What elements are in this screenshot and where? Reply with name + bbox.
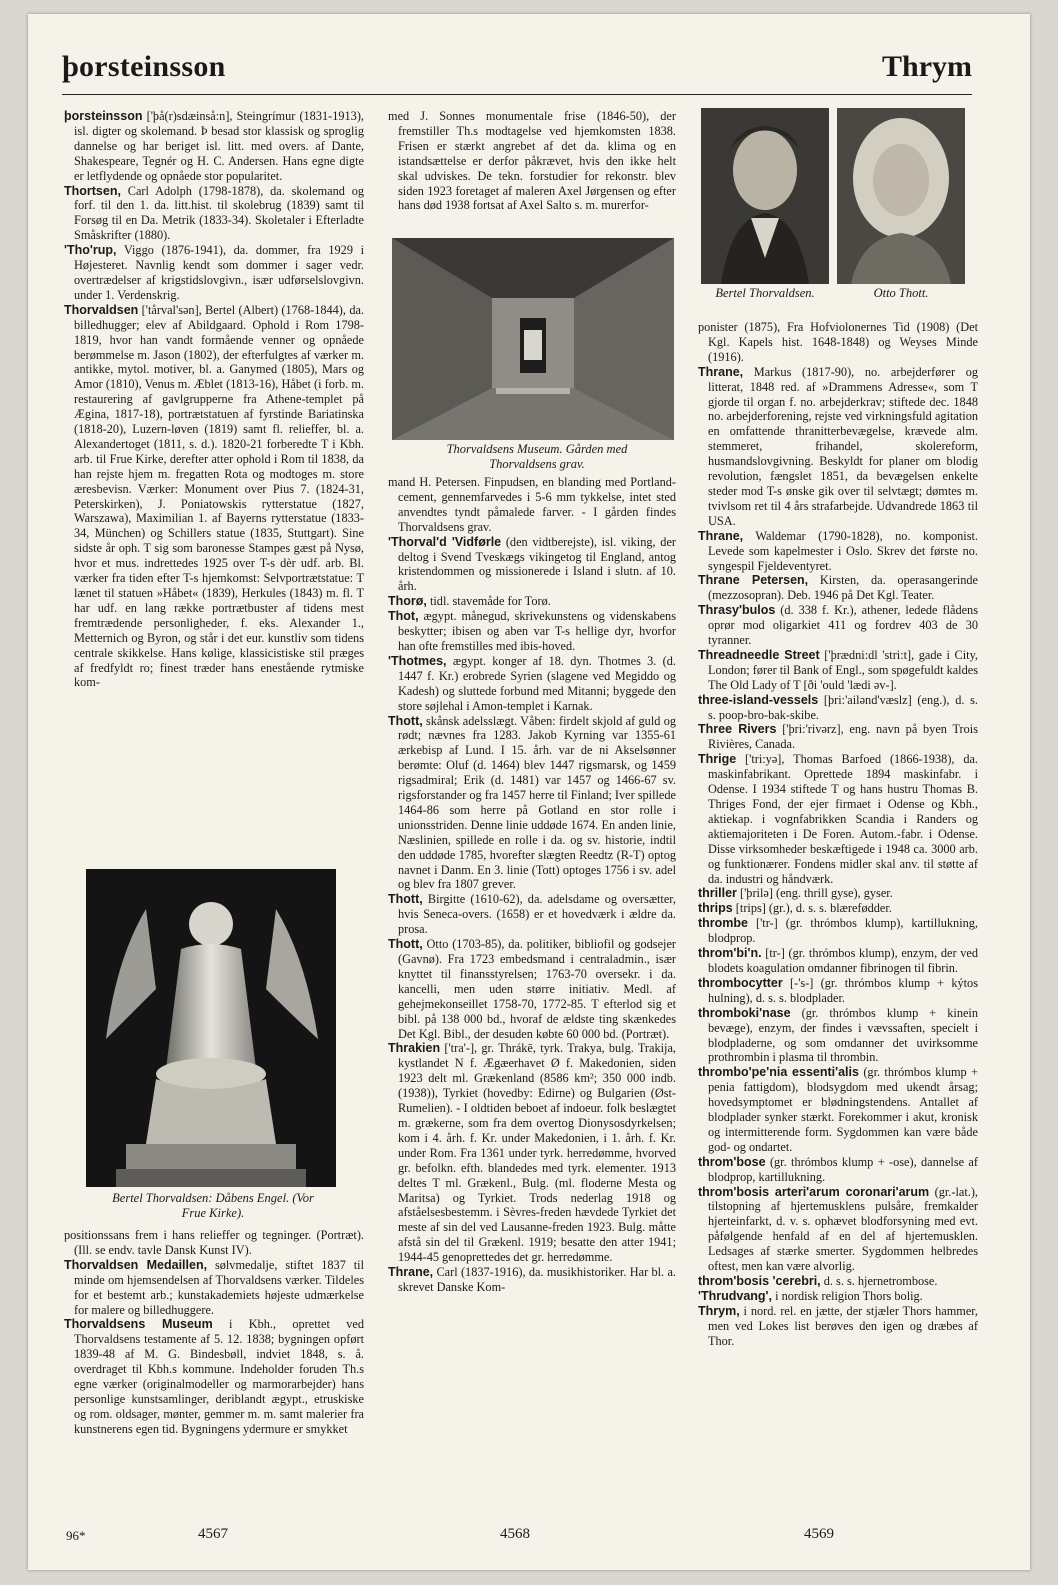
entry-headword: Three Rivers bbox=[698, 722, 777, 737]
dictionary-entry bbox=[388, 1041, 676, 1265]
entry-text: tidl. stavemåde for Torø. bbox=[426, 594, 551, 609]
photo-daabens-engel bbox=[86, 869, 336, 1187]
entry-headword: 'Thrudvang', bbox=[698, 1288, 772, 1303]
entry-text: Carl (1837-1916), da. musikhistoriker. Har bl. a. skrevet Danske Kom- bbox=[398, 1265, 676, 1294]
dictionary-entry bbox=[388, 1265, 676, 1295]
dictionary-page bbox=[28, 14, 1030, 1570]
dictionary-entry bbox=[64, 1228, 364, 1258]
running-head-left: þorsteinsson bbox=[62, 50, 226, 83]
dictionary-entry bbox=[698, 1155, 978, 1185]
dictionary-entry bbox=[388, 109, 676, 213]
dictionary-entry bbox=[698, 573, 978, 603]
entry-text: ['tri:yə], Thomas Barfoed (1866-1938), da. maskinfabrikant. Oprettede 1894 maskinfabr. i Odense. I 1934 stiftede T og hans hustru Thomas B. Thriges Fond, der ejer firmaet i Odense og Kbh., aktiekap. i vognfabrikken Scandia i Randers og aktiemajoriteten i De Foren. Autom.-fabr. i Odense. Disse virksomheder beskæftigede i 1948 ca. 3000 arb. og funktionærer. Fondens midler skal anv. til støtte af da. industri og håndværk. bbox=[708, 752, 978, 886]
dictionary-entry bbox=[64, 243, 364, 303]
dictionary-entry bbox=[64, 184, 364, 244]
entry-headword: thrips bbox=[698, 901, 733, 916]
entry-text: (gr. thrómbos klump + penia fattigdom), blodsygdom med ukendt årsag; hovedsymptomet er blødningstendens. Antallet af blodplader synker stærkt. Forekommer i akut, kronisk og intermitterende form. Sygdommen kan være både god- og ondartet. bbox=[708, 1065, 978, 1154]
dictionary-entry bbox=[698, 603, 978, 648]
running-head-right: Thrym bbox=[882, 50, 972, 83]
column-2 bbox=[388, 475, 676, 1515]
entry-text: ['þrilə] (eng. thrill gyse), gyser. bbox=[736, 886, 893, 901]
dictionary-entry bbox=[64, 1317, 364, 1436]
column-1 bbox=[64, 109, 364, 864]
dictionary-entry bbox=[388, 475, 676, 535]
entry-text: ægypt. konger af 18. dyn. Thotmes 3. (d. 1447 f. Kr.) erobrede Syrien (slagene ved Megiddo og Kadesh) og sluttede forbund med Mitanni; byggede den store søjlehal i Amon-templet i Karnak. bbox=[398, 653, 676, 713]
caption-portrait-thorvaldsen: Bertel Thorvaldsen. bbox=[715, 286, 815, 300]
header-rule bbox=[62, 94, 972, 95]
dictionary-entry bbox=[388, 892, 676, 937]
entry-text: [-'s-] (gr. thrómbos klump + kýtos hulning), d. s. s. blodplader. bbox=[708, 975, 978, 1005]
dictionary-entry bbox=[388, 714, 676, 893]
entry-headword: Thortsen, bbox=[64, 183, 121, 198]
entry-headword: thrombocytter bbox=[698, 975, 783, 990]
portrait-otto-thott bbox=[837, 108, 965, 284]
entry-headword: þorsteinsson bbox=[64, 109, 143, 123]
entry-text: i nordisk religion Thors bolig. bbox=[772, 1288, 923, 1303]
dictionary-entry bbox=[388, 654, 676, 714]
dictionary-entry bbox=[698, 916, 978, 946]
entry-text: Birgitte (1610-62), da. adelsdame og oversætter, hvis Seneca-overs. (1658) er et hovedværk i ældre da. prosa. bbox=[398, 892, 676, 937]
entry-headword: Thrane Petersen, bbox=[698, 573, 809, 588]
entry-text: mand H. Petersen. Finpudsen, en blanding med Portland-cement, gennemfarvedes i 5-6 mm tykkelse, intet sted anvendtes tyndt påmalede farver. - I gården findes Thorvaldsens grav. bbox=[388, 475, 676, 534]
entry-text: Otto (1703-85), da. politiker, bibliofil og godsejer (Gavnø). Fra 1723 embedsmand i centraladmin., især knyttet til finansstyrelsen; 1763-70 oversekr. i da. kancelli, men uden større initiativ. Medl. af gehejmekonseillet 1758-70, 1772-85. T efterlod sig et bibl. på 138 000 bd., hvoraf de ældste ting skænkedes Det Kgl. Bibl., der desuden købte 60 000 bd. (Portræt). bbox=[398, 937, 676, 1041]
entry-text: (gr. thrómbos klump + kinein bevæge), enzym, der findes i vævssaften, specielt i blodpladerne, og som omdanner det uvirksomme prothrombin i plasma til thrombin. bbox=[708, 1005, 978, 1065]
dictionary-entry bbox=[64, 303, 364, 691]
dictionary-entry bbox=[698, 976, 978, 1006]
entry-headword: thriller bbox=[698, 886, 737, 901]
entry-headword: 'Thotmes, bbox=[388, 653, 447, 668]
entry-text: Markus (1817-90), no. arbejderfører og litterat, 1848 red. af »Drammens Adresse«, som T gjorde til organ f. no. arbejderkrav; stiftede dec. 1848 no. arbejderforening, rejste ved virkningsfuld agitation en omfattende thranitterbevægelse, krævede alm. stemmeret, frihandel, skolereform, husmandslovgivning. Beskyldt for planer om blodig revolution, fængslet 1851, da bevægelsen enkelte steder mod T-s ønske gik over til selvtægt; dømtes m. tvivlsom ret til 4 års strafarbejde. Udvandrede 1863 til USA. bbox=[708, 364, 978, 528]
dictionary-entry bbox=[698, 901, 978, 916]
entry-text: [tr-] (gr. thrómbos klump), enzym, der ved blodets koagulation omdanner fibrinogen til fibrin. bbox=[708, 946, 978, 975]
dictionary-entry bbox=[64, 109, 364, 184]
entry-text: Waldemar (1790-1828), no. komponist. Levede som kapelmester i Oslo. Skrev det første no. syngespil Fjeldeventyret. bbox=[708, 528, 978, 573]
page-number-right: 4569 bbox=[804, 1526, 834, 1542]
dictionary-entry bbox=[698, 1006, 978, 1066]
dictionary-entry bbox=[698, 1289, 978, 1304]
dictionary-entry bbox=[698, 1274, 978, 1289]
entry-headword: Thrane, bbox=[698, 364, 744, 379]
entry-headword: Thorvaldsens Museum bbox=[64, 1317, 213, 1332]
caption-thorvaldsens-museum: Thorvaldsens Museum. Gården med Thorvaldsens grav. bbox=[446, 442, 628, 471]
caption-daabens-engel: Bertel Thorvaldsen: Dåbens Engel. (Vor Frue Kirke). bbox=[112, 1191, 314, 1220]
entry-headword: Thorvaldsen Medaillen, bbox=[64, 1257, 208, 1272]
entry-text: (d. 338 f. Kr.), athener, ledede flådens oprør mod oligarkiet 411 og fordrev 403 de 30 tyranner. bbox=[708, 603, 978, 648]
entry-text: skånsk adelsslægt. Våben: firdelt skjold af guld og rødt; nævnes fra 1283. Jakob Kyrning var 1355-61 ærkebisp af Lund. I 15. årh. var de ni Akselsønner berømte: Oluf (d. 1464) blev 1447 rigsmarsk, og 1459 rigsadmiral; Erik (d. 1481) var 1457 og 1466-67 sv. rigsforstander og fra 1457 herre til Finland; Iver spillede 1464-86 som herre på Gotland en stor rolle i unionsstriden. Denne linie uddøde 1674. En anden linie, Næslinien, spillede en rolle i da. og sv. historie, indtil den uddøde 1785, hvorefter slægten Reedtz (R-T) optog navnet i Danm. En 3. linie (Tott) optoges 1756 i sv. adel og blev fra 1807 grever. bbox=[398, 713, 676, 892]
entry-headword: throm'bi'n. bbox=[698, 946, 762, 961]
dictionary-entry bbox=[388, 609, 676, 654]
entry-text: Kirsten, da. operasangerinde (mezzosopran). Deb. 1946 på Det Kgl. Teater. bbox=[708, 573, 978, 603]
entry-text: i Kbh., oprettet ved Thorvaldsens testamente af 5. 12. 1838; bygningen opført 1839-48 af M. G. Bindesbøll, indviet 1848, s. å. overdraget til Kbh.s kommune. Indeholder foruden Th.s egne værker (originalmodeller og marmorarbejder) hans personlige kunstsamlinger, deriblandt ægypt., etruskiske og rom. oldsager, mønter, gemmer m. m. samt malerier fra kunstnerens egen tid. Bygningens ydermure er smykket bbox=[74, 1317, 364, 1436]
entry-headword: thrombo'pe'nia essenti'alis bbox=[698, 1065, 859, 1080]
entry-headword: Thrige bbox=[698, 752, 737, 767]
entry-headword: Thrasy'bulos bbox=[698, 603, 776, 618]
dictionary-entry bbox=[388, 937, 676, 1041]
entry-headword: three-island-vessels bbox=[698, 692, 819, 707]
entry-headword: Thott, bbox=[388, 892, 423, 907]
column-1-continued bbox=[64, 1228, 364, 1520]
photo-thorvaldsens-museum bbox=[392, 238, 674, 440]
dictionary-entry bbox=[698, 722, 978, 752]
entry-text: med J. Sonnes monumentale frise (1846-50), der fremstiller Th.s modtagelse ved hjemkomsten 1838. Frisen er stærkt angrebet af det da. klima og en istandsættelse er derfor påkrævet, hvis den ikke helt skal udviskes. De tekn. forstudier for rekonstr. blev siden 1923 foretaget af maleren Axel Jørgensen og efter hans død 1938 fortsat af Axel Salto s. m. murerfor- bbox=[388, 109, 676, 213]
page-number-left: 4567 bbox=[198, 1526, 228, 1542]
angel-statue-image bbox=[86, 869, 336, 1187]
entry-headword: throm'bosis arteri'arum coronari'arum bbox=[698, 1184, 930, 1199]
dictionary-entry bbox=[698, 693, 978, 723]
entry-headword: throm'bosis 'cerebri, bbox=[698, 1274, 821, 1288]
museum-courtyard-image bbox=[392, 238, 674, 440]
entry-headword: Threadneedle Street bbox=[698, 647, 820, 662]
entry-text: i nord. rel. en jætte, der stjæler Thors hammer, men ved Lokes list berøves den igen og dræbes af Thor. bbox=[708, 1303, 978, 1348]
thott-portrait-image bbox=[837, 108, 965, 284]
entry-text: ['þå(r)sdæinså:n], Steingrímur (1831-1913), isl. digter og skolemand. Þ besad stor klassisk og sproglig dannelse og har beriget isl. litt. med overs. af Dante, Shakespeare, Tegnér og H. C. Andersen. Hans egne digte er letflydende og opnåede stor popularitet. bbox=[74, 109, 364, 183]
entry-headword: Thott, bbox=[388, 937, 423, 952]
entry-headword: 'Thorval'd 'Vidførle bbox=[388, 534, 502, 549]
entry-headword: thrombe bbox=[698, 916, 748, 931]
entry-text: Carl Adolph (1798-1878), da. skolemand og forf. til den 1. da. litt.hist. til skolebrug (1839) samt til Forsøg til en Da. Metrik (1833-34). Skoletaler i Efterladte Småskrifter (1880). bbox=[74, 183, 364, 243]
page-number-mid: 4568 bbox=[500, 1526, 530, 1542]
entry-headword: Thot, bbox=[388, 609, 419, 624]
dictionary-entry bbox=[698, 320, 978, 365]
dictionary-entry bbox=[698, 1065, 978, 1154]
entry-text: sølvmedalje, stiftet 1837 til minde om hjemsendelsen af Thorvaldsens værker. Tildeles for et bestemt arb.; kunstakademiets højeste udmærkelse for malere og billedhuggere. bbox=[74, 1257, 364, 1317]
column-3 bbox=[698, 320, 978, 1520]
entry-text: Viggo (1876-1941), da. dommer, fra 1929 i Højesteret. Navnlig kendt som dommer i sager vedr. overtrædelser af krigstidslovgivn., især udførselslovgivn. under 1. Verdenskrig. bbox=[74, 243, 364, 302]
entry-text: positionssans frem i hans relieffer og tegninger. (Portræt). (Ill. se endv. tavle Dansk Kunst IV). bbox=[64, 1228, 364, 1257]
entry-headword: thromboki'nase bbox=[698, 1005, 791, 1020]
entry-text: ponister (1875), Fra Hofviolonernes Tid (1908) (Det Kgl. Kapels hist. 1648-1848) og Weyses Minde (1916). bbox=[698, 320, 978, 364]
entry-text: ['þri:'rivərz], eng. navn på byen Trois Rivières, Canada. bbox=[708, 722, 978, 752]
page-corner-mark: 96* bbox=[66, 1528, 86, 1543]
entry-text: ægypt. månegud, skrivekunstens og videnskabens beskytter; ibisen og aben var T-s hellige dyr, hvorfor han ofte fremstilles med ibis-hoved. bbox=[398, 609, 676, 653]
dictionary-entry bbox=[698, 529, 978, 574]
entry-headword: Thrane, bbox=[698, 528, 744, 543]
dictionary-entry bbox=[698, 1304, 978, 1349]
entry-text: ['þrædni:dl 'stri:t], gade i City, London; fører til Bank of Engl., som spøgefuldt kaldes The Old Lady of T [ði 'ould 'lædi əv-]. bbox=[708, 647, 978, 692]
entry-headword: Thott, bbox=[388, 713, 423, 728]
dictionary-entry bbox=[698, 946, 978, 976]
entry-text: (den vidtberejste), isl. viking, der deltog i Svend Tveskægs vikingetog til England, antog kristendommen og missionerede i Island i slutn. af 10. årh. bbox=[398, 534, 676, 594]
column-2-top bbox=[388, 109, 676, 233]
thorvaldsen-portrait-image bbox=[701, 108, 829, 284]
dictionary-entry bbox=[698, 648, 978, 693]
dictionary-entry bbox=[698, 365, 978, 529]
entry-headword: Thorø, bbox=[388, 594, 427, 609]
entry-headword: Thrakien bbox=[388, 1041, 441, 1056]
portrait-bertel-thorvaldsen bbox=[701, 108, 829, 284]
dictionary-entry bbox=[698, 752, 978, 886]
dictionary-entry bbox=[698, 886, 978, 901]
entry-text: d. s. s. hjernetrombose. bbox=[820, 1274, 938, 1288]
entry-headword: 'Tho'rup, bbox=[64, 243, 117, 258]
entry-text: ['tra'-], gr. Thrákē, tyrk. Trakya, bulg. Trakija, kystlandet N f. Ægæerhavet Ø f. Makedonien, siden 1923 delt ml. Grækenland (8586 km²; 350 000 indb. (1938)), Tyrkiet (hovedby: Edirne) og Bulgarien (Øst-Rumelien). - I oldtiden beboet af indoeur. folk beslægtet m. grækerne, som fra dem overtog Dionysosdyrkelsen; kom i 4. årh. f. Kr. under Makedonien, i 1. årh. f. Kr. under Rom. Fra 1361 under tyrk. herredømme, hvorved gr. befolkn. efth. blandedes med tyrk. elementer. 1913 deltes T ml. Grækenl., Bulg. (ml. floderne Mesta og Maritsa) og Tyrkiet. Trods nederlag 1918 og afståelsesbestemm. i Sèvres-freden hævdede Tyrkiet det meste af sin del ved Lausanne-freden 1923. Bulg. måtte afstå sin del til Grækenl. 1919; besatte den atter 1941; 1944-45 genoprettedes det gr. herredømme. bbox=[398, 1041, 676, 1265]
entry-text: ['tr-] (gr. thrómbos klump), kartillukning, blodprop. bbox=[708, 916, 978, 946]
dictionary-entry bbox=[698, 1185, 978, 1274]
entry-headword: throm'bose bbox=[698, 1154, 766, 1169]
entry-text: [trips] (gr.), d. s. s. blærefødder. bbox=[732, 901, 892, 916]
entry-headword: Thorvaldsen bbox=[64, 302, 139, 317]
dictionary-entry bbox=[64, 1258, 364, 1318]
entry-text: ['tårval'sən], Bertel (Albert) (1768-1844), da. billedhugger; elev af Abildgaard. Ophold i Rom 1798-1819, hvor han vandt formående venner og opnåede berømmelse m. Jason (1802), der efterfulgtes af værker m. antikke, mytol. motiver, bl. a. Ganymed (1805), Mars og Amor (1810), Venus m. Æblet (1813-16), Håbet (i forb. m. restaurering af gavlgrupperne fra Athene-templet på Ægina, 1817-18), portrætstatuen af fyrstinde Bariatinska (1818-20), Luzern-løven (1819) samt fl. relieffer, bl. a. Alexandertoget (1811, s. d.). 1820-21 forberedte T i Kbh. arb. til Frue Kirke, derefter atter ophold i Rom til 1838, da han rejste hjem m. fregatten Rota og modtoges m. store æresbevisn. Værker: Monument over Pius 7. (1824-31, Peterskirken), J. Poniatowskis rytterstatue (1827, Warszawa), Maximilian 1. af Bayerns rytterstatue (1833-34, München) og Schillers statue (1835, Stuttgart). Sine sidste år oph. T sig som baronesse Stampes gæst på Nysø, hvor et mus. indrettedes 1925 over T-s dèr udf. arb. Bl. værker fra tiden efter T-s hjemkomst: Selvportrætstatue: T lænet til statuen »Håbet« (1839), Herkules (1843) m. fl. T har udf. en lang række portrætbuster af tidens mest fremtrædende personligheder, f. eks. Alexander 1., Metternich og Byron, og står i det eur. kunstliv som tidens centrale skikkelse. Hans kølige, klassicistiske stil præges af fredfyldt ro; finest træder hans enestående rytmiske kom- bbox=[74, 302, 364, 690]
dictionary-entry bbox=[388, 535, 676, 595]
entry-headword: Thrane, bbox=[388, 1265, 434, 1280]
entry-text: (gr. thrómbos klump + -ose), dannelse af blodprop, kartillukning. bbox=[708, 1154, 978, 1184]
entry-text: [þri:'ailənd'væslz] (eng.), d. s. s. poop-bro-bak-skibe. bbox=[708, 692, 978, 722]
entry-headword: Thrym, bbox=[698, 1303, 740, 1318]
dictionary-entry bbox=[388, 594, 676, 609]
caption-portrait-thott: Otto Thott. bbox=[873, 286, 929, 300]
entry-text: (gr.-lat.), tilstopning af hjertemusklens pulsåre, fremkalder hjerteinfarkt, d. v. s. ophævet blodforsyning med evt. påfølgende henfald af en del af hjertemusklen. Ledsages af stærke smerter. Sygdommen helbredes oftest, men kan være alvorlig. bbox=[708, 1184, 978, 1274]
